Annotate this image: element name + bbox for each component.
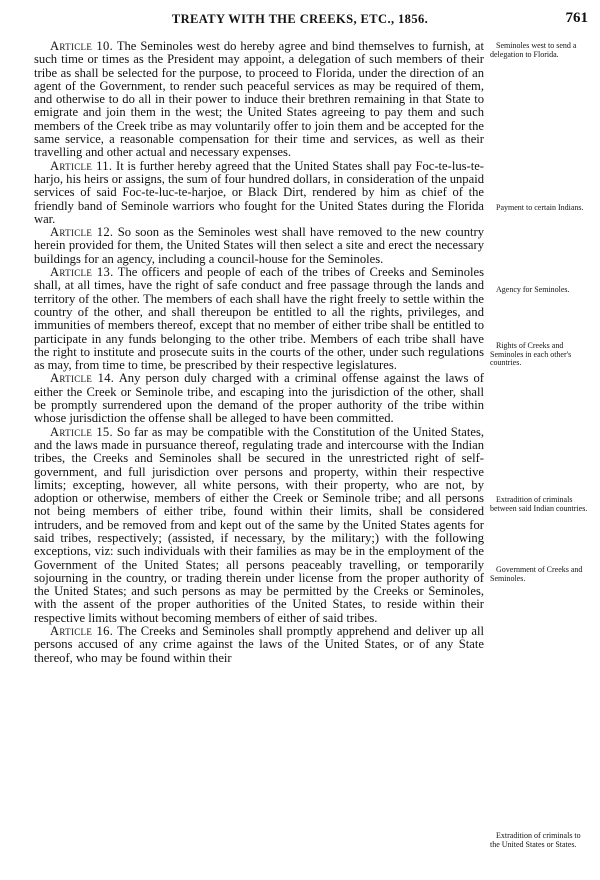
margin-note-agency: Agency for Seminoles. bbox=[496, 285, 570, 294]
article-14-text: Any person duly charged with a criminal offense against the laws of either the Creek or Seminole tribe, and escaping into the jurisdiction of the other, shall be promptly surrendered upon the demand of the proper authority of the tribe within whose jurisdiction the offense shall be alleged to have been committed. bbox=[34, 371, 484, 426]
article-16-paragraph bbox=[34, 625, 484, 665]
margin-note-extradition-indian: Extradition of criminals between said Indian countries. bbox=[490, 495, 588, 513]
treaty-text bbox=[34, 40, 484, 665]
article-14-paragraph bbox=[34, 372, 484, 425]
article-16-text: The Creeks and Seminoles shall promptly apprehend and deliver up all persons accused of any crime against the laws of the United States, or of any State thereof, who may be found within their bbox=[34, 624, 484, 665]
article-14-heading: Article 14. bbox=[50, 371, 115, 386]
article-13-paragraph bbox=[34, 266, 484, 372]
page-title: TREATY WITH THE CREEKS, ETC., 1856. bbox=[171, 12, 429, 26]
article-10-text: The Seminoles west do hereby agree and bind themselves to furnish, at such time or times as the President may appoint, a delegation of such members of their tribe as shall be selected for the purpose, to proceed to Florida, under the direction of an agent of the Government, to render such peaceful services as may be required of them, and otherwise to do all in their power to induce their brethren remaining in that State to emigrate and join them in the west; the United States agreeing to pay them and such members of the Creek tribe as may voluntarily offer to join them and be accepted for the same service, a reasonable compensation for their time and services, as well as their travelling and other actual and necessary expenses. bbox=[34, 39, 484, 160]
article-10-heading: Article 10. bbox=[50, 39, 114, 53]
article-12-paragraph bbox=[34, 226, 484, 266]
margin-note-extradition-us: Extradition of criminals to the United States or States. bbox=[490, 831, 581, 849]
margin-note-government: Government of Creeks and Seminoles. bbox=[490, 565, 583, 583]
margin-note-payment: Payment to certain Indians. bbox=[496, 203, 584, 212]
article-13-text: The officers and people of each of the tribes of Creeks and Seminoles shall, at all times, have the right of safe conduct and free passage through the lands and territory of the other. The members of each shall have the right freely to settle within the country of the other, and shall thereupon be entitled to all the rights, privileges, and immunities of members thereof, except that no member of either tribe shall be entitled to participate in any funds belonging to the other tribe. Members of each tribe shall have the right to institute and prosecute suits in the courts of the other, under such regulations as may, from time to time, be prescribed by their respective legislatures. bbox=[34, 265, 485, 373]
article-15-text: So far as may be compatible with the Constitution of the United States, and the laws made in pursuance thereof, regulating trade and intercourse with the Indian tribes, the Creeks and Seminoles shall be secured in the unrestricted right of self-government, and full jurisdiction over persons and property, within their respective limits; excepting, however, all white persons, with their property, who are not, by adoption or otherwise, members of either the Creek or Seminole tribe; and all persons not being members of either tribe, found within their limits, shall be considered intruders, and be removed from and kept out of the same by the United States agents for said tribes, respectively; (assisted, if necessary, by the military;) with the following exceptions, viz: such individuals with their families as may be in the employment of the Government of the United States; all persons peaceably travelling, or temporarily sojourning in the country, or trading therein under license from the proper authority of the United States; and such persons as may be permitted by the Creeks or Seminoles, with the assent of the proper authorities of the United States, to reside within their respective limits without becoming members of either of said tribes. bbox=[34, 424, 484, 625]
margin-note-delegation: Seminoles west to send a delegation to Florida. bbox=[490, 41, 577, 59]
article-10-paragraph bbox=[34, 40, 484, 160]
article-11-paragraph bbox=[34, 160, 484, 226]
article-15-paragraph bbox=[34, 426, 484, 625]
article-15-heading: Article 15. bbox=[50, 424, 113, 439]
article-11-heading: Article 11. bbox=[50, 158, 113, 173]
article-13-heading: Article 13. bbox=[50, 265, 114, 280]
article-12-text: So soon as the Seminoles west shall have removed to the new country herein provided for them, the United States will then select a site and erect the necessary buildings for an agency, including a council-house for the Seminoles. bbox=[34, 225, 484, 266]
page-number: 761 bbox=[565, 10, 588, 26]
running-header bbox=[0, 12, 600, 32]
article-11-text: It is further hereby agreed that the United States shall pay Foc-te-lus-te-harjo, his heirs or assigns, the sum of four hundred dollars, in consideration of the unpaid services of said Foc-te-luc-te-harjoe, or Black Dirt, rendered by him as chief of the friendly band of Seminole warriors who fought for the United States during the Florida war. bbox=[34, 158, 484, 226]
article-16-heading: Article 16. bbox=[50, 624, 114, 639]
margin-note-rights: Rights of Creeks and Seminoles in each other's countries. bbox=[490, 341, 572, 368]
article-12-heading: Article 12. bbox=[50, 225, 114, 240]
